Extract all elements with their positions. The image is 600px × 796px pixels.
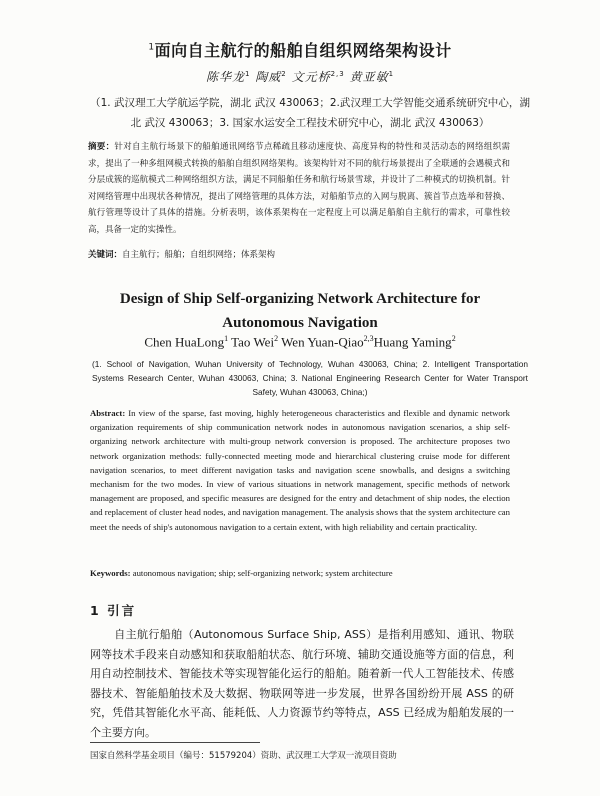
- english-title: Design of Ship Self-organizing Network Architecture for Autonomous Navigation: [119, 291, 481, 331]
- chinese-title: [0, 38, 600, 61]
- english-affiliations: (1. School of Navigation, Wuhan University of Technology, Wuhan 430063, China; 2. Intelligent Transportation Systems Research Center, Wuhan 430063, China; 3. National Engineering Research Center for Water Transport Safety, Wuhan 430063, China;): [92, 359, 528, 397]
- cn-author-sup: 1: [244, 70, 251, 78]
- en-author-sup: 2,3: [363, 334, 374, 343]
- cn-author-sup: 1: [388, 70, 395, 78]
- introduction-paragraph: 自主航行船舶（Autonomous Surface Ship, ASS）是指利用感知、通讯、物联网等技术手段来自动感知和获取船舶状态、航行环境、辅助交通设施等方面的信息，利用自动控制技术、智能技术等实现智能化运行的船舶。随着新一代人工智能技术、传感器技术、智能船舶技术及大数据、物联网等进一步发展，世界各国纷纷开展 ASS 的研究，凭借其智能化水平高、能耗低、人力资源节约等特点，ASS 已经成为船舶发展的一个主要方向。: [90, 628, 514, 739]
- cn-author-name: 陶威: [255, 70, 282, 84]
- chinese-authors: [0, 68, 600, 85]
- chinese-keywords-label: 关键词：: [88, 250, 123, 260]
- cn-author-name: 黄亚敏: [349, 70, 389, 84]
- title-footnote-mark: 1: [148, 42, 155, 53]
- footnote-divider: [90, 742, 260, 743]
- en-author-sup: 2: [274, 334, 279, 343]
- english-abstract-text: In view of the sparse, fast moving, highly heterogeneous characteristics and flexible and dynamic network organization requirements of ship communication network nodes in autonomous navigation scenarios, a ship self-organizing network architecture with multi-group network conversion is proposed. The architecture proposes two network organization methods: fully-connected meeting mode and hierarchical clustering cruise mode for different navigation scenarios, to meet different navigation tasks and navigation scene snowballs, and designs a switching mechanism for the two modes. In view of various situations in network management, specific methods of network management are proposed, and specific measures are designed for the entry and detachment of ship nodes, the election and replacement of cluster head nodes, and navigation management. The analysis shows that the system architecture can meet the needs of ship's autonomous navigation to a certain extent, with high reliability and certain practicality.: [90, 408, 510, 532]
- cn-author-name: 文元桥: [291, 70, 331, 84]
- en-author-name: Tao Wei: [231, 334, 275, 350]
- chinese-title-text: 面向自主航行的船舶自组织网络架构设计: [154, 41, 452, 60]
- section-number: 1: [90, 603, 101, 618]
- chinese-abstract-label: 摘要：: [88, 142, 115, 152]
- chinese-abstract-text: 针对自主航行场景下的船舶通讯网络节点稀疏且移动速度快、高度异构的特性和灵活动态的网络组织需求，提出了一种多组网模式转换的船舶自组织网络架构。该架构针对不同的航行场景提出了全联通的会遇模式和分层成簇的巡航模式二种网络组织方法，满足不同船舶任务和航行场景雪球，并设计了二种模式的切换机制。针对网络管理中出现状各种情况，提出了网络管理的具体方法，对船舶节点的入网与脱离、簇首节点选举和替换、航行管理等设计了具体的措施。分析表明，该体系架构在一定程度上可以满足船舶自主航行的需求，可靠性较高，具备一定的实操性。: [88, 142, 510, 235]
- chinese-affiliations: （1. 武汉理工大学航运学院，湖北 武汉 430063；2.武汉理工大学智能交通系统研究中心，湖北 武汉 430063；3. 国家水运安全工程技术研究中心，湖北 武汉 430063）: [90, 97, 530, 129]
- english-abstract: [90, 406, 510, 534]
- en-author-name: Wen Yuan-Qiao: [281, 334, 364, 350]
- english-keywords-text: autonomous navigation; ship; self-organizing network; system architecture: [132, 568, 393, 578]
- english-authors: [0, 334, 600, 350]
- english-keywords-label: Keywords:: [90, 568, 131, 578]
- section-title: 引言: [107, 603, 137, 618]
- chinese-keywords-text: 自主航行；船舶；自组织网络；体系架构: [122, 250, 276, 260]
- section-heading: [90, 601, 136, 619]
- chinese-abstract: [88, 139, 510, 238]
- english-keywords: [90, 568, 510, 578]
- english-abstract-label: Abstract:: [90, 408, 126, 418]
- en-author-name: Chen HuaLong: [144, 334, 225, 350]
- en-author-sup: 1: [224, 334, 229, 343]
- en-author-name: Huang Yaming: [373, 334, 452, 350]
- funding-footnote: 国家自然科学基金项目（编号：51579204）资助、武汉理工大学双一流项目资助: [90, 751, 397, 761]
- chinese-keywords: [88, 248, 510, 262]
- cn-author-sup: 2: [281, 70, 287, 78]
- en-author-sup: 2: [451, 334, 456, 343]
- cn-author-name: 陈华龙: [205, 70, 245, 84]
- cn-author-sup: 2,3: [330, 70, 345, 78]
